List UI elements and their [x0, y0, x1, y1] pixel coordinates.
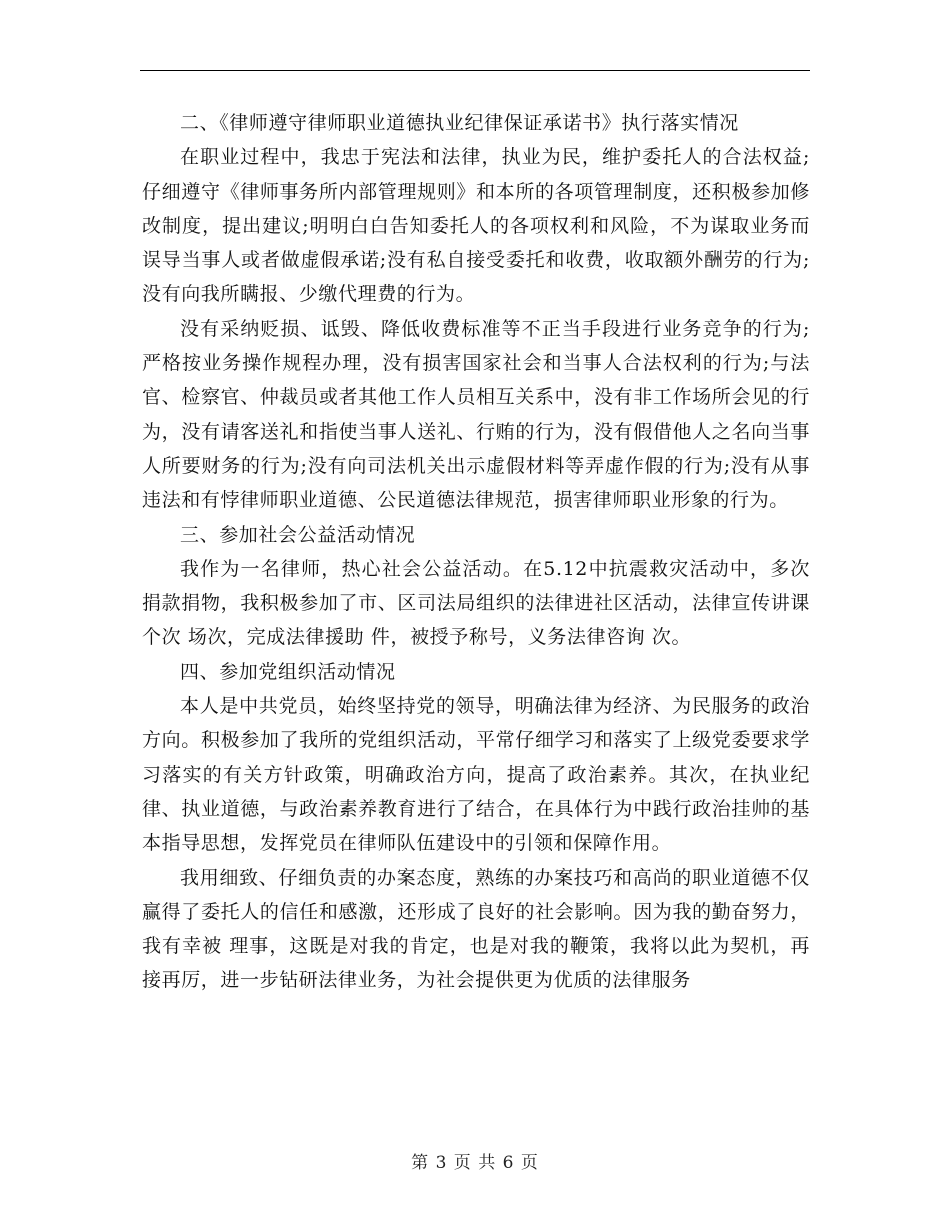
section-heading-commitment: 二、《律师遵守律师职业道德执业纪律保证承诺书》执行落实情况: [180, 112, 739, 134]
document-body: [142, 106, 810, 998]
paragraph-public-welfare: 我作为一名律师，热心社会公益活动。在5.12中抗震救灾活动中，多次捐款捐物，我积极参加了市、区司法局组织的法律进社区活动，法律宣传讲课个次 场次，完成法律援助 件，被授予称号，义务法律咨询 次。: [142, 557, 810, 649]
paragraph-party-activities: 本人是中共党员，始终坚持党的领导，明确法律为经济、为民服务的政治方向。积极参加了我所的党组织活动，平常仔细学习和落实了上级党委要求学习落实的有关方针政策，明确政治方向，提高了政治素养。其次，在执业纪律、执业道德，与政治素养教育进行了结合，在具体行为中践行政治挂帅的基本指导思想，发挥党员在律师队伍建设中的引领和保障作用。: [142, 695, 810, 855]
page-number: 第 3 页 共 6 页: [411, 1153, 539, 1173]
paragraph-professional-conduct: 在职业过程中，我忠于宪法和法律，执业为民，维护委托人的合法权益;仔细遵守《律师事务所内部管理规则》和本所的各项管理制度，还积极参加修改制度，提出建议;明明白白告知委托人的各项权利和风险，不为谋取业务而误导当事人或者做虚假承诺;没有私自接受委托和收费，收取额外酬劳的行为;没有向我所瞒报、少缴代理费的行为。: [142, 146, 810, 306]
header-rule: [140, 70, 810, 71]
section-heading-public-welfare: 三、参加社会公益活动情况: [180, 523, 416, 546]
paragraph-conclusion: 我用细致、仔细负责的办案态度，熟练的办案技巧和高尚的职业道德不仅赢得了委托人的信任和感激，还形成了良好的社会影响。因为我的勤奋努力，我有幸被 理事，这既是对我的肯定，也是对我的鞭策，我将以此为契机，再接再厉，进一步钻研法律业务，为社会提供更为优质的法律服务: [142, 866, 810, 992]
section-heading-party-activities: 四、参加党组织活动情况: [180, 660, 396, 683]
paragraph-no-improper-competition: 没有采纳贬损、诋毁、降低收费标准等不正当手段进行业务竞争的行为;严格按业务操作规程办理，没有损害国家社会和当事人合法权利的行为;与法官、检察官、仲裁员或者其他工作人员相互关系中，没有非工作场所会见的行为，没有请客送礼和指使当事人送礼、行贿的行为，没有假借他人之名向当事人所要财务的行为;没有向司法机关出示虚假材料等弄虚作假的行为;没有从事违法和有悖律师职业道德、公民道德法律规范，损害律师职业形象的行为。: [142, 317, 810, 512]
